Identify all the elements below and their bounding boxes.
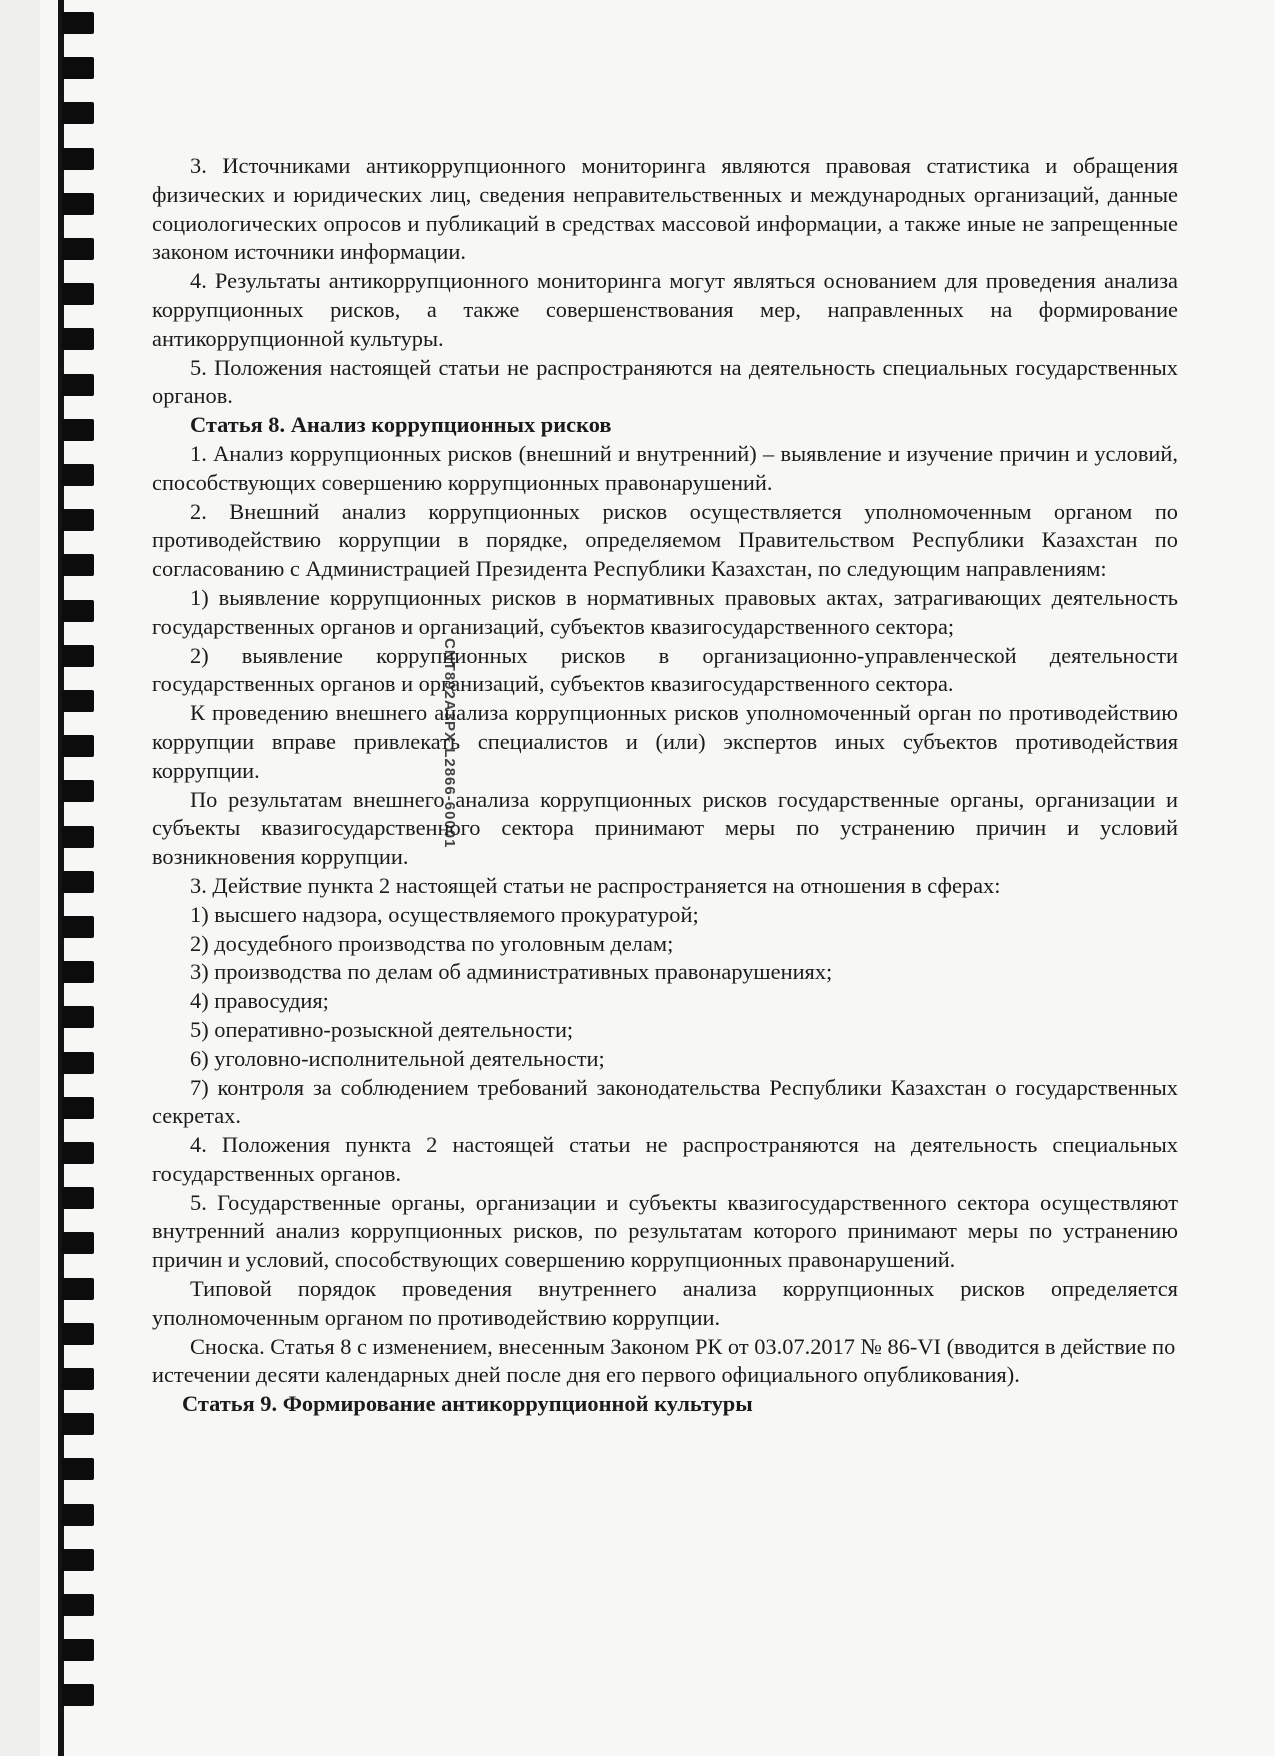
list-item: 3) производства по делам об административных правонарушениях; [190, 959, 833, 985]
binding-hole [62, 735, 94, 757]
list-item: 5) оперативно-розыскной деятельности; [190, 1016, 574, 1042]
list-item: 2) выявление коррупционных рисков в организационно-управленческой деятельности государственных органов и организаций, субъектов квазигосударственного сектора. [152, 642, 1178, 697]
paragraph: Типовой порядок проведения внутреннего анализа коррупционных рисков определяется уполномоченным органом по противодействию коррупции. [152, 1276, 1178, 1330]
binding-hole [62, 57, 94, 79]
binding-hole [62, 645, 94, 667]
list-item: 2) досудебного производства по уголовным делам; [190, 930, 674, 956]
binding-hole [62, 1639, 94, 1661]
binding-hole [62, 1549, 94, 1571]
binding-strip [0, 0, 40, 1756]
paragraph: 5. Государственные органы, организации и субъекты квазигосударственного сектора осуществляют внутренний анализ коррупционных рисков, по результатам которого принимают меры по устранению причин и условий, способствующих совершению коррупционных правонарушений. [152, 1189, 1178, 1273]
paragraph: 4. Положения пункта 2 настоящей статьи не распространяются на деятельность специальных государственных органов. [152, 1132, 1178, 1186]
binding-hole [62, 1684, 94, 1706]
list-item: 1) высшего надзора, осуществляемого прокуратурой; [190, 901, 699, 927]
binding-hole [62, 283, 94, 305]
binding-hole [62, 961, 94, 983]
binding-hole [62, 600, 94, 622]
binding-hole [62, 1368, 94, 1390]
binding-hole [62, 1594, 94, 1616]
binding-hole [62, 509, 94, 531]
paragraph: К проведению внешнего анализа коррупционных рисков уполномоченный орган по противодействию коррупции вправе привлекать специалистов и (или) экспертов иных субъектов противодействия коррупции. [152, 700, 1178, 783]
paragraph: 3. Источниками антикоррупционного мониторинга являются правовая статистика и обращения физических и юридических лиц, сведения неправительственных и международных организаций, данные социологических опросов и публикаций в средствах массовой информации, а также иные не запрещенные законом источники информации. [152, 153, 1178, 265]
spiral-binding [44, 0, 102, 1756]
binding-hole [62, 1278, 94, 1300]
binding-hole [62, 1458, 94, 1480]
binding-hole [62, 1504, 94, 1526]
footnote: Сноска. Статья 8 с изменением, внесенным Законом РК от 03.07.2017 № 86-VI (вводится в действие по истечении десяти календарных дней после дня его первого официального опубликования). [152, 1333, 1176, 1388]
binding-hole [62, 238, 94, 260]
binding-hole [62, 554, 94, 576]
paragraph: 4. Результаты антикоррупционного мониторинга могут являться основанием для проведения анализа коррупционных рисков, а также совершенствования мер, направленных на формирование антикоррупционной культуры. [152, 268, 1178, 351]
list-item: 6) уголовно-исполнительной деятельности; [190, 1045, 605, 1071]
paragraph: 1. Анализ коррупционных рисков (внешний и внутренний) – выявление и изучение причин и условий, способствующих совершению коррупционных правонарушений. [152, 440, 1178, 495]
list-item: 4) правосудия; [190, 988, 329, 1014]
binding-hole [62, 1052, 94, 1074]
binding-hole [62, 1187, 94, 1209]
binding-hole [62, 1097, 94, 1119]
binding-hole [62, 12, 94, 34]
binding-hole [62, 1232, 94, 1254]
binding-hole [62, 464, 94, 486]
list-item: 1) выявление коррупционных рисков в нормативных правовых актах, затрагивающих деятельность государственных органов и организаций, субъектов квазигосударственного сектора; [152, 584, 1178, 639]
binding-hole [62, 1413, 94, 1435]
document-page [152, 152, 1178, 1419]
paragraph: 2. Внешний анализ коррупционных рисков осуществляется уполномоченным органом по противодействию коррупции в порядке, определяемом Правительством Республики Казахстан по согласованию с Администрацией Президента Республики Казахстан, по следующим направлениям: [152, 498, 1178, 582]
paragraph: 3. Действие пункта 2 настоящей статьи не распространяется на отношения в сферах: [190, 872, 1001, 898]
binding-hole [62, 1142, 94, 1164]
paragraph: 5. Положения настоящей статьи не распространяются на деятельность специальных государственных органов. [152, 354, 1178, 409]
binding-hole [62, 419, 94, 441]
binding-hole [62, 193, 94, 215]
article-9-heading: Статья 9. Формирование антикоррупционной культуры [182, 1391, 753, 1417]
binding-hole [62, 1323, 94, 1345]
binding-hole [62, 916, 94, 938]
binding-hole [62, 780, 94, 802]
binding-hole [62, 328, 94, 350]
article-8-heading: Статья 8. Анализ коррупционных рисков [190, 412, 612, 438]
list-item: 7) контроля за соблюдением требований законодательства Республики Казахстан о государственных секретах. [152, 1074, 1178, 1129]
binding-hole [62, 826, 94, 848]
scanner-id-text: CNT892A3PX L2866-60001 [441, 638, 458, 849]
paragraph: По результатам внешнего анализа коррупционных рисков государственные органы, организации и субъекты квазигосударственного сектора принимают меры по устранению причин и условий возникновения коррупции. [152, 786, 1178, 870]
binding-hole [62, 148, 94, 170]
binding-hole [62, 690, 94, 712]
binding-hole [62, 102, 94, 124]
binding-hole [62, 1006, 94, 1028]
binding-hole [62, 871, 94, 893]
binding-hole [62, 374, 94, 396]
